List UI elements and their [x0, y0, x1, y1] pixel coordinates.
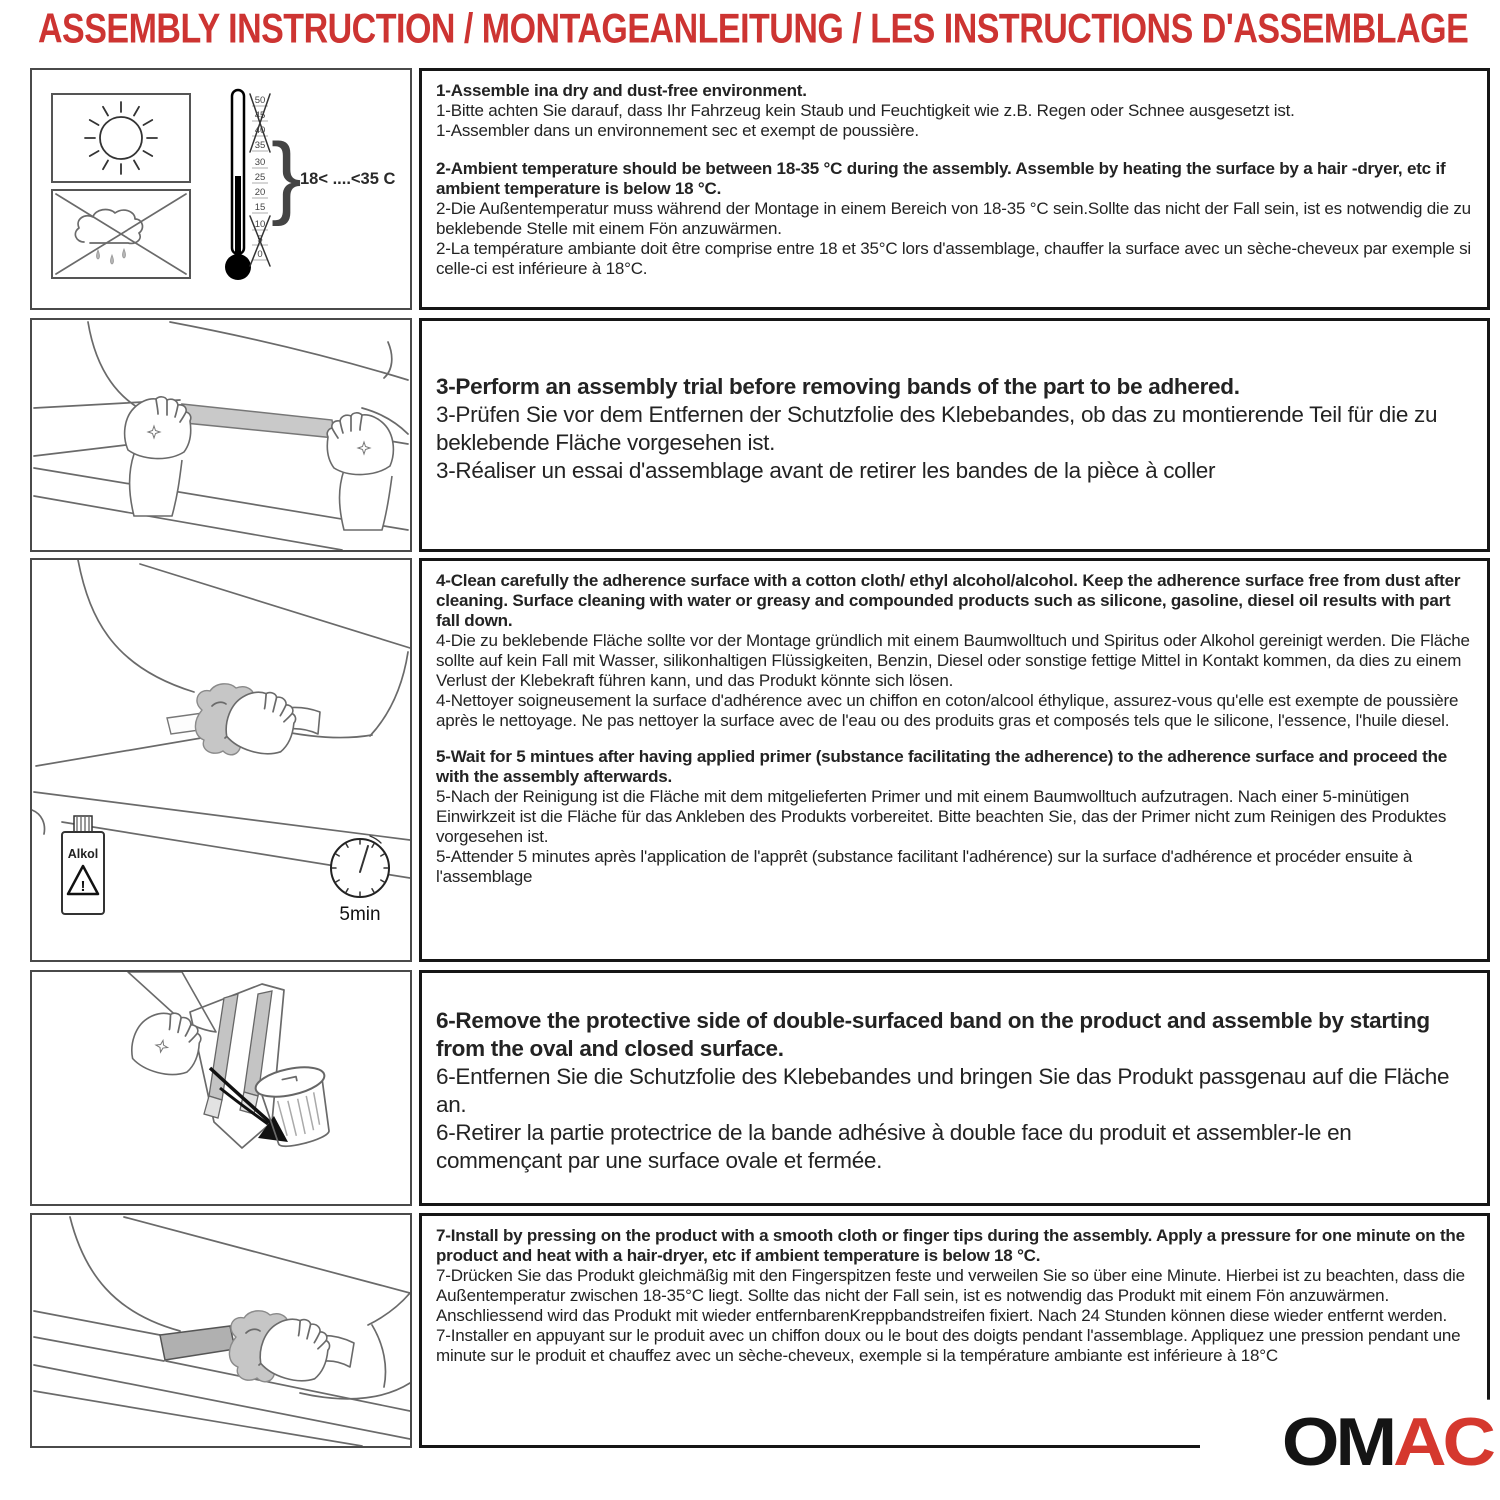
svg-text:5: 5 — [257, 234, 263, 245]
instructions-step-4-5 — [419, 558, 1490, 962]
clock-icon — [331, 836, 389, 925]
illustration-assembly-trial — [30, 318, 412, 552]
sill-plate-part — [182, 404, 335, 438]
instructions-step-1-2 — [419, 68, 1490, 310]
step7-de-text: 7-Drücken Sie das Produkt gleichmäßig mit den Fingerspitzen feste und verweilen Sie so über eine Minute. Hierbei ist zu beachten, dass die Außentemperatur zwischen 18-35°C liegt. Sollte das nicht der Fall sein, ist es notwendig das Produkt mit einem Fön anzuwärmen. Anschliessend wird das Produkt mit wieder entfernbarenKreppbandstreifen fixiert. Nach 24 Stunden können diese wieder entfernt werden. — [436, 1266, 1465, 1325]
pressing-hand-icon — [229, 1311, 354, 1387]
step7-fr-text: 7-Installer en appuyant sur le produit avec un chiffon doux ou le bout des doigts pendant l'assemblage. Appliquez une pression pendant une minute sur le produit et chauffez avec un sèche-cheveux, exemple si la température ambiante est inférieure à 18°C — [436, 1326, 1461, 1365]
step7-en-text: 7-Install by pressing on the product with a smooth cloth or finger tips during the assembly. Apply a pressure for one minute on the product and heat with a hair-dryer, etc if ambient temperature is below 18 °C. — [436, 1226, 1465, 1265]
left-hand-icon — [125, 397, 191, 516]
bottle-label: Alkol — [67, 847, 99, 861]
step4-fr-text: 4-Nettoyer soigneusement la surface d'adhérence avec un chiffon en coton/alcool éthylique, assurez-vous qu'elle est exempte de poussière après le nettoyage. Ne pas nettoyer la surface avec de l'eau ou des produits gras et composés tels que le silicone, l'essence, l'huile diesel. — [436, 691, 1459, 730]
page-title: ASSEMBLY INSTRUCTION / MONTAGEANLEITUNG / LES INSTRUCTIONS D'ASSEMBLAGE — [38, 6, 1469, 53]
svg-text:20: 20 — [254, 187, 266, 198]
installed-sill-plate — [160, 1326, 235, 1360]
svg-text:15: 15 — [254, 202, 266, 213]
cleaning-figure — [32, 560, 410, 960]
svg-text:45: 45 — [254, 110, 266, 121]
illustration-cleaning — [30, 558, 412, 962]
svg-text:!: ! — [80, 878, 86, 895]
right-hand-icon — [327, 413, 393, 530]
illustration-remove-band — [30, 970, 412, 1206]
instructions-step-6 — [419, 970, 1490, 1206]
svg-text:40: 40 — [254, 125, 266, 136]
omac-logo — [1200, 1400, 1500, 1485]
step4-en-text: 4-Clean carefully the adherence surface with a cotton cloth/ ethyl alcohol/alcohol. Keep the adherence surface free from dust after cleaning. Surface cleaning with water or greasy and compounded products such as silicone, gasoline, diesel oil results with part fall down. — [436, 571, 1461, 630]
svg-text:0: 0 — [257, 249, 263, 260]
step1-de-text: 1-Bitte achten Sie darauf, dass Ihr Fahrzeug kein Staub und Feuchtigkeit wie z.B. Regen oder Schnee ausgesetzt ist. — [436, 101, 1295, 120]
step1-fr-text: 1-Assembler dans un environnement sec et exempt de poussière. — [436, 121, 919, 140]
illustration-environment-temperature — [30, 68, 412, 310]
environment-temperature-figure — [32, 70, 410, 308]
logo-text-black: OM — [1281, 1403, 1394, 1480]
thermometer-icon — [225, 90, 251, 280]
cleaning-hand-icon — [195, 684, 320, 760]
instructions-step-3 — [419, 318, 1490, 552]
svg-text:25: 25 — [254, 172, 266, 183]
step6-fr-text: 6-Retirer la partie protectrice de la bande adhésive à double face du produit et assembler-le en commençant par une surface ovale et fermée. — [436, 1120, 1352, 1173]
door-sill-trial-figure — [32, 320, 410, 550]
step5-de-text: 5-Nach der Reinigung ist die Fläche mit dem mitgelieferten Primer und mit einem Baumwolltuch aufzutragen. Nach einer 5-minütigen Einwirkzeit ist die Fläche für das Ankleben des Produkts vorbereitet. Bitte beachten Sie, das der Primer nicht zum Reinigen des Produktes vorgesehen ist. — [436, 787, 1447, 846]
svg-text:50: 50 — [254, 95, 266, 106]
remove-band-figure — [32, 972, 410, 1204]
range-brace: } — [271, 125, 302, 227]
step5-fr-text: 5-Attender 5 minutes après l'application de l'apprêt (substance facilitant l'adhérence) sur la surface d'adhérence et procéder ensuite à l'assemblage — [436, 847, 1413, 886]
thermometer-scale — [250, 94, 270, 266]
logo-text-red: AC — [1393, 1403, 1492, 1480]
step2-en-text: 2-Ambient temperature should be between 18-35 °C during the assembly. Assemble by heating the surface by a hair -dryer, etc if ambient temperature is below 18 °C. — [436, 159, 1446, 198]
press-product-figure — [32, 1215, 410, 1446]
illustration-press-product — [30, 1213, 412, 1448]
svg-text:35: 35 — [254, 140, 266, 151]
step6-de-text: 6-Entfernen Sie die Schutzfolie des Klebebandes und bringen Sie das Produkt passgenau auf die Fläche an. — [436, 1064, 1450, 1117]
step6-en-text: 6-Remove the protective side of double-surfaced band on the product and assemble by starting from the oval and closed surface. — [436, 1008, 1430, 1061]
step3-en-text: 3-Perform an assembly trial before removing bands of the part to be adhered. — [436, 374, 1240, 399]
step1-en-text: 1-Assemble ina dry and dust-free environment. — [436, 81, 807, 100]
band-1-tab — [204, 1096, 222, 1118]
temperature-range-label: 18< ....<35 C — [300, 170, 396, 188]
step3-fr-text: 3-Réaliser un essai d'assemblage avant de retirer les bandes de la pièce à coller — [436, 458, 1216, 483]
step4-de-text: 4-Die zu beklebende Fläche sollte vor der Montage gründlich mit einem Baumwolltuch und Spiritus oder Alkohol gereinigt werden. Die Fläche sollte auf kein Fall mit Wasser, silikonhaltigen Flüssigkeiten, Benzin, Diesel oder sonstige fettige Mittel in Kontakt kommen, da dies zu einem Verlust der Klebekraft führen kann, und das Produkt könnte sich lösen. — [436, 631, 1470, 690]
step2-fr-text: 2-La température ambiante doit être comprise entre 18 et 35°C lors d'assemblage, chauffer la surface avec un sèche-cheveux par exemple si celle-ci est inférieure à 18°C. — [436, 239, 1472, 278]
svg-text:30: 30 — [254, 157, 266, 168]
protective-band-1 — [209, 994, 238, 1100]
step2-de-text: 2-Die Außentemperatur muss während der Montage in einem Bereich von 18-35 °C sein.Sollte das nicht der Fall sein, ist es notwendig die zu beklebende Stelle mit einem Fön anzuwärmen. — [436, 199, 1471, 238]
alcohol-bottle-icon — [62, 816, 104, 914]
step5-en-text: 5-Wait for 5 mintues after having applied primer (substance facilitating the adherence) to the adherence surface and proceed the with the assembly afterwards. — [436, 747, 1448, 786]
clock-label: 5min — [339, 904, 381, 925]
svg-text:10: 10 — [254, 219, 266, 230]
step3-de-text: 3-Prüfen Sie vor dem Entfernen der Schutzfolie des Klebebandes, ob das zu montierende Teil für die zu beklebende Fläche vorgesehen ist. — [436, 402, 1438, 455]
